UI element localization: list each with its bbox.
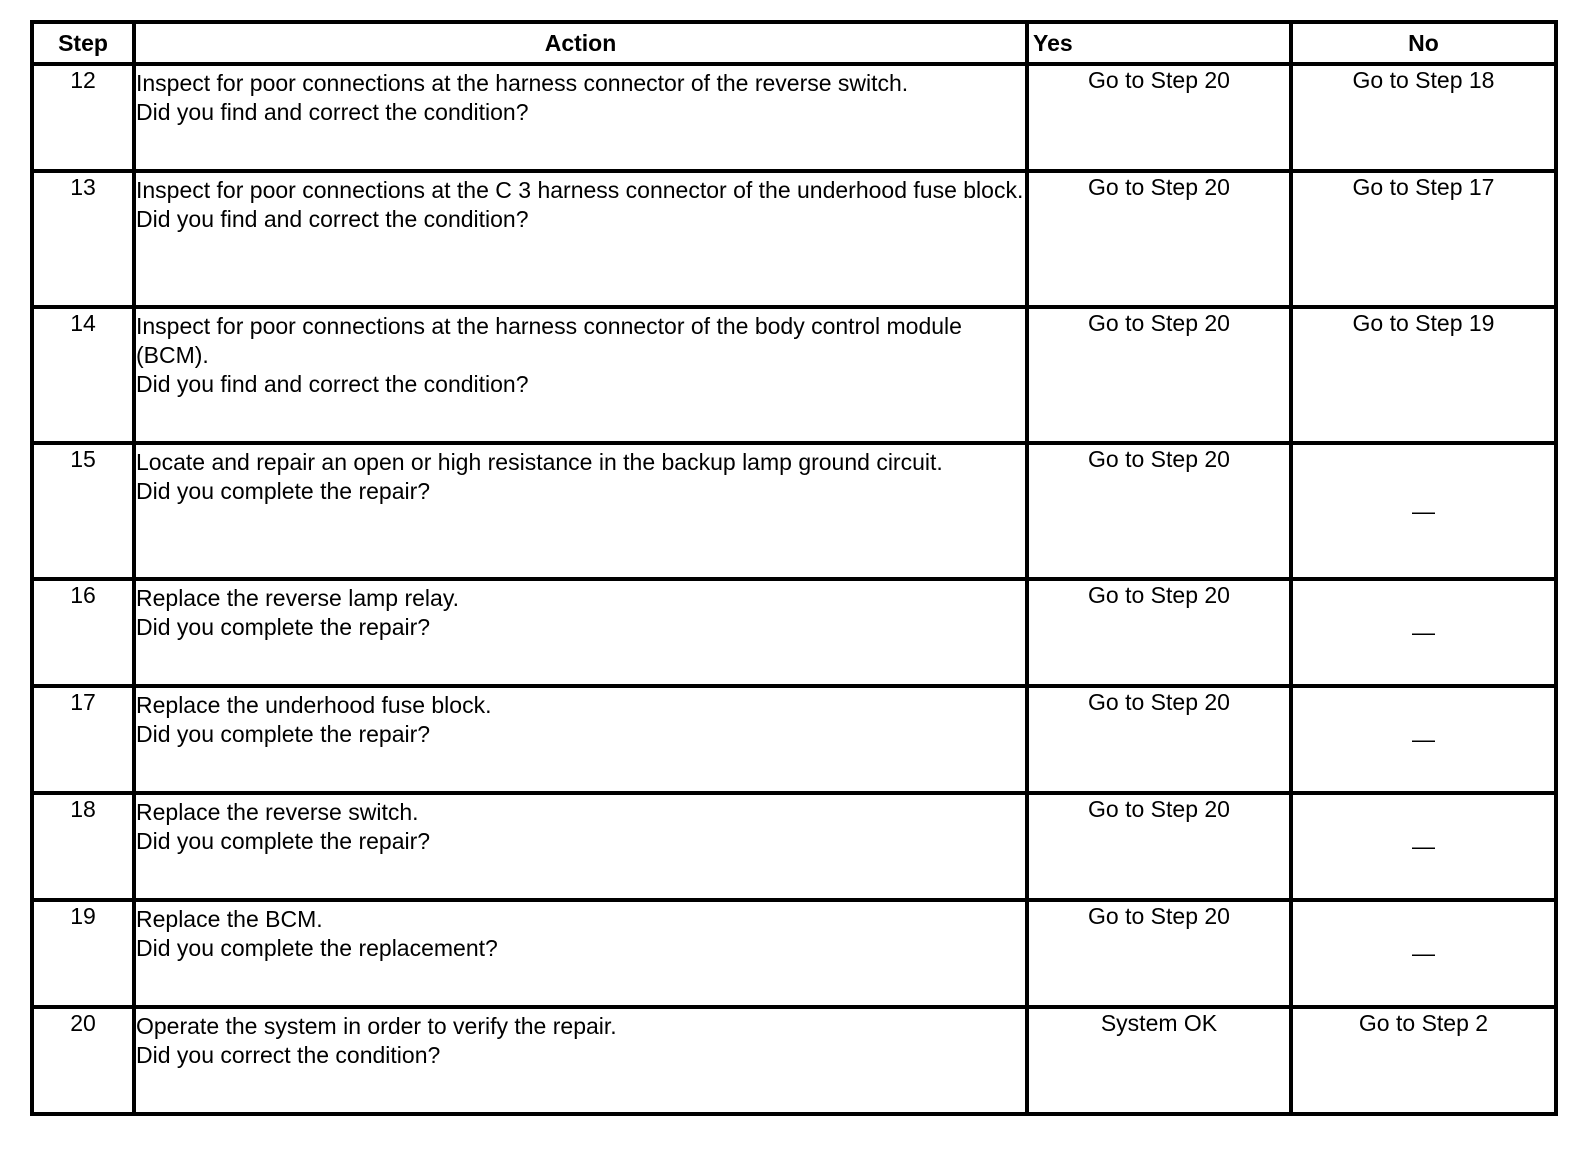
action-text: Inspect for poor connections at the C 3 harness connector of the underhood fuse block. [136, 177, 1024, 203]
action-question: Did you find and correct the condition? [136, 99, 529, 125]
step-number: 12 [32, 64, 134, 171]
action-cell [134, 1007, 1027, 1114]
table-row [32, 171, 1556, 307]
step-number: 13 [32, 171, 134, 307]
yes-result: Go to Step 20 [1027, 443, 1291, 579]
action-question: Did you complete the repair? [136, 614, 431, 640]
no-result [1291, 793, 1556, 900]
action-question: Did you complete the replacement? [136, 935, 498, 961]
action-question: Did you find and correct the condition? [136, 371, 529, 397]
no-result [1291, 579, 1556, 686]
no-result [1291, 686, 1556, 793]
yes-result: Go to Step 20 [1027, 686, 1291, 793]
yes-result: Go to Step 20 [1027, 64, 1291, 171]
action-text: Inspect for poor connections at the harness connector of the body control module (BCM). [136, 313, 962, 368]
action-cell [134, 443, 1027, 579]
table-header-row [32, 22, 1556, 64]
header-action: Action [134, 22, 1027, 64]
table-row [32, 900, 1556, 1007]
step-number: 18 [32, 793, 134, 900]
header-no: No [1291, 22, 1556, 64]
dash: — [1412, 833, 1435, 859]
no-result: Go to Step 18 [1291, 64, 1556, 171]
action-question: Did you complete the repair? [136, 828, 431, 854]
yes-result: System OK [1027, 1007, 1291, 1114]
header-step: Step [32, 22, 134, 64]
action-text: Operate the system in order to verify the repair. [136, 1013, 617, 1039]
table-row [32, 64, 1556, 171]
action-text: Replace the reverse switch. [136, 799, 419, 825]
action-text: Locate and repair an open or high resistance in the backup lamp ground circuit. [136, 449, 943, 475]
no-result: Go to Step 19 [1291, 307, 1556, 443]
yes-result: Go to Step 20 [1027, 793, 1291, 900]
action-question: Did you complete the repair? [136, 478, 431, 504]
diagnostic-table [30, 20, 1558, 1116]
header-yes: Yes [1027, 22, 1291, 64]
step-number: 16 [32, 579, 134, 686]
table-row [32, 1007, 1556, 1114]
action-question: Did you find and correct the condition? [136, 206, 529, 232]
step-number: 14 [32, 307, 134, 443]
action-text: Inspect for poor connections at the harness connector of the reverse switch. [136, 70, 909, 96]
table-row [32, 793, 1556, 900]
action-cell [134, 900, 1027, 1007]
table-row [32, 686, 1556, 793]
action-text: Replace the underhood fuse block. [136, 692, 492, 718]
action-text: Replace the reverse lamp relay. [136, 585, 459, 611]
no-result [1291, 443, 1556, 579]
no-result: Go to Step 17 [1291, 171, 1556, 307]
action-cell [134, 64, 1027, 171]
step-number: 17 [32, 686, 134, 793]
step-number: 19 [32, 900, 134, 1007]
table-row [32, 443, 1556, 579]
yes-result: Go to Step 20 [1027, 171, 1291, 307]
table-row [32, 307, 1556, 443]
no-result [1291, 900, 1556, 1007]
step-number: 20 [32, 1007, 134, 1114]
action-cell [134, 793, 1027, 900]
step-number: 15 [32, 443, 134, 579]
action-cell [134, 171, 1027, 307]
dash: — [1412, 619, 1435, 645]
yes-result: Go to Step 20 [1027, 900, 1291, 1007]
action-cell [134, 579, 1027, 686]
action-question: Did you complete the repair? [136, 721, 431, 747]
yes-result: Go to Step 20 [1027, 579, 1291, 686]
action-cell [134, 686, 1027, 793]
action-text: Replace the BCM. [136, 906, 323, 932]
no-result: Go to Step 2 [1291, 1007, 1556, 1114]
action-cell [134, 307, 1027, 443]
table-row [32, 579, 1556, 686]
dash: — [1412, 726, 1435, 752]
action-question: Did you correct the condition? [136, 1042, 441, 1068]
dash: — [1412, 497, 1435, 524]
yes-result: Go to Step 20 [1027, 307, 1291, 443]
dash: — [1412, 940, 1435, 966]
